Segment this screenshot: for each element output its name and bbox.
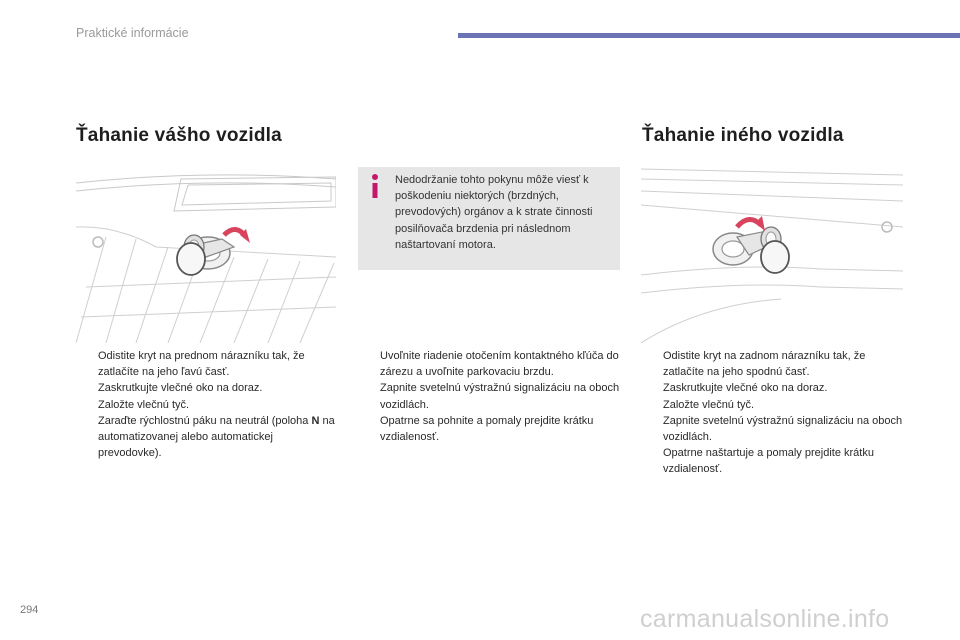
info-note-box (358, 167, 620, 270)
list-item: Založte vlečnú tyč. (98, 398, 190, 411)
list-item: Uvoľnite riadenie otočením kontaktného kľúča do zárezu a uvoľnite parkovaciu brzdu. (380, 350, 619, 379)
list-item: Opatrne sa pohnite a pomaly prejdite krátku vzdialenosť. (380, 414, 594, 444)
section-title-towing-your-vehicle: Ťahanie vášho vozidla (76, 125, 282, 146)
list-item: Odistite kryt na prednom nárazníku tak, že zatlačíte na jeho ľavú časť. (98, 350, 305, 379)
list-item: Založte vlečnú tyč. (663, 398, 755, 411)
info-icon (368, 173, 382, 199)
header-title: Praktické informácie (76, 26, 189, 40)
list-item: Zapnite svetelnú výstražnú signalizáciu na oboch vozidlách. (380, 382, 620, 411)
page-number: 294 (20, 604, 39, 616)
section-title-towing-another-vehicle: Ťahanie iného vozidla (642, 125, 844, 146)
list-item: Opatrne naštartuje a pomaly prejdite krátku vzdialenosť. (663, 447, 874, 476)
list-item: Zapnite svetelnú výstražnú signalizáciu na oboch vozidlách. (663, 414, 903, 444)
list-item: Odistite kryt na zadnom nárazníku tak, že zatlačíte na jeho spodnú časť. (663, 350, 866, 379)
steps-list-towing-your-vehicle (76, 348, 338, 461)
front-bumper-towing-eye-illustration (76, 167, 336, 343)
list-item: Zaskrutkujte vlečné oko na doraz. (663, 382, 828, 395)
gear-position-n: N (311, 414, 320, 427)
header-bar (458, 33, 960, 38)
steps-list-towing-another-vehicle (641, 348, 909, 478)
list-item: Zaskrutkujte vlečné oko na doraz. (98, 382, 263, 395)
list-item: Zaraďte rýchlostnú páku na neutrál (poloha N na automatizovanej alebo automatickej prevodovke). (98, 414, 335, 460)
watermark: carmanualsonline.info (640, 605, 890, 633)
rear-bumper-towing-eye-illustration (641, 165, 903, 343)
info-note-text: Nedodržanie tohto pokynu môže viesť k poškodeniu niektorých (brzdných, prevodových) orgánov a k strate činnosti posilňovača brzdenia pri následnom naštartovaní motora. (395, 174, 593, 251)
steps-list-common (358, 348, 620, 445)
